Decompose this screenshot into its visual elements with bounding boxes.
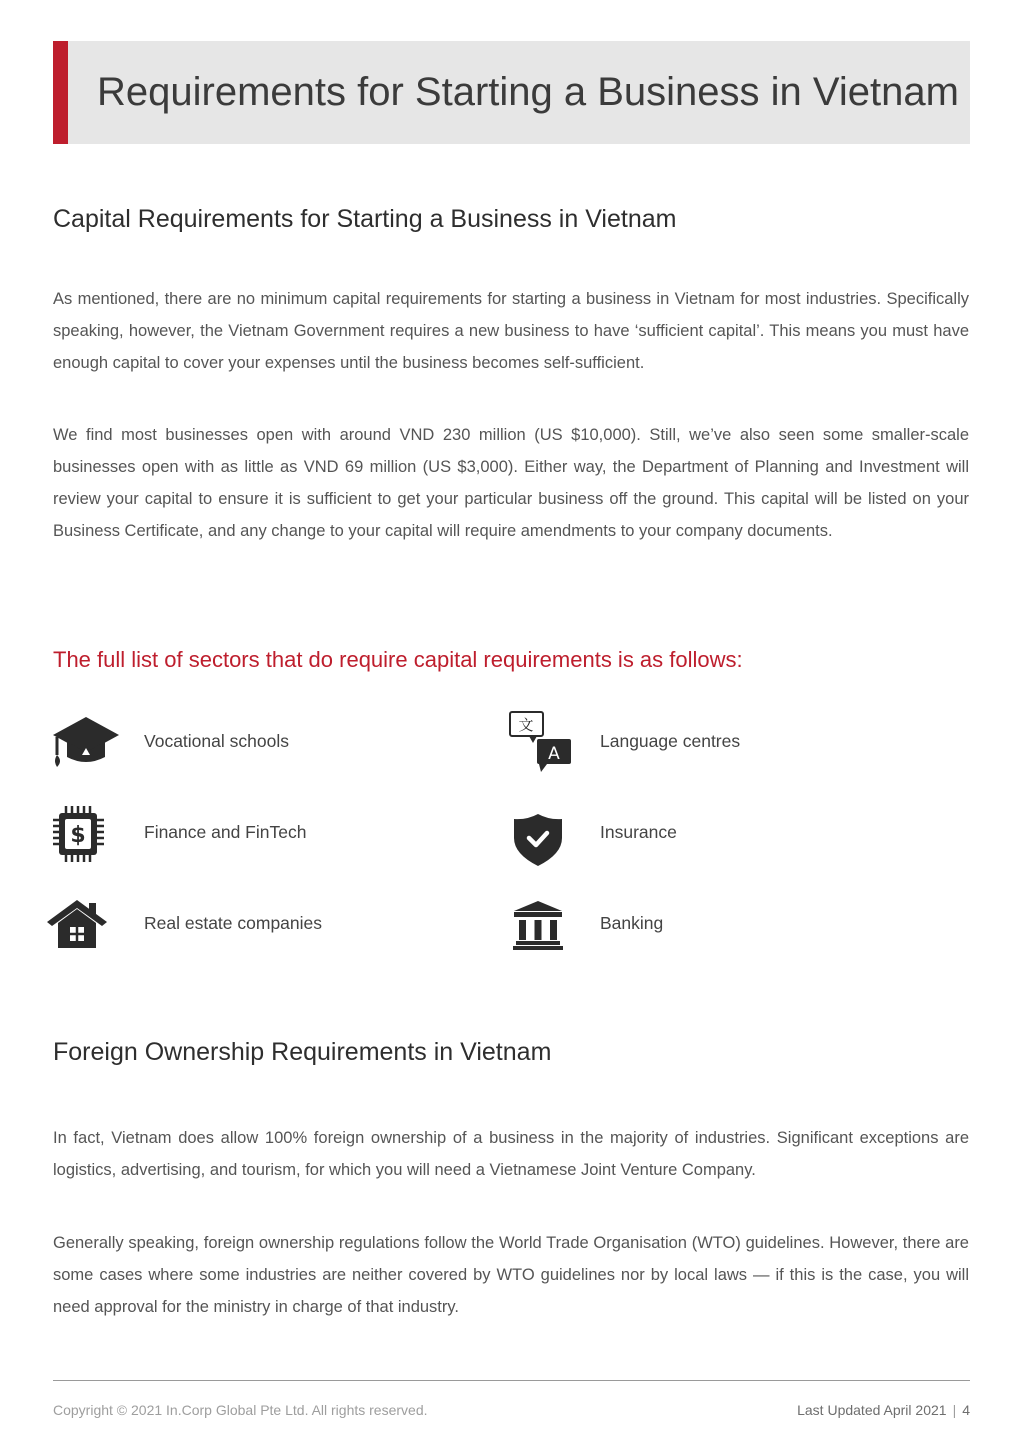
sector-item-language-centres [509, 711, 939, 775]
translate-icon [509, 711, 579, 775]
sector-label: Vocational schools [144, 731, 289, 751]
footer-copyright: Copyright © 2021 In.Corp Global Pte Ltd. All rights reserved. [53, 1402, 428, 1418]
graduation-cap-icon [53, 711, 123, 775]
sector-item-real-estate [47, 893, 477, 957]
sector-item-vocational-schools [53, 711, 483, 775]
sector-item-banking [509, 893, 939, 957]
footer-divider [53, 1380, 970, 1381]
sector-item-finance-fintech [53, 802, 483, 866]
sector-label: Finance and FinTech [144, 822, 307, 842]
sector-label: Language centres [600, 731, 741, 751]
dollar-chip-icon [53, 802, 123, 866]
sector-label: Insurance [600, 822, 677, 842]
footer-meta [797, 1401, 970, 1419]
bank-icon [509, 893, 579, 957]
house-icon [47, 893, 117, 957]
capital-section-heading: Capital Requirements for Starting a Business in Vietnam [53, 205, 677, 233]
capital-paragraph-2: We find most businesses open with around VND 230 million (US $10,000). Still, we’ve also seen some smaller-scale businesses open with as little as VND 69 million (US $3,000). Either way, the Department of Planning and Investment will review your capital to ensure it is sufficient to get your particular business off the ground. This capital will be listed on your Business Certificate, and any change to your capital will require amendments to your company documents. [53, 426, 969, 540]
sectors-heading: The full list of sectors that do require capital requirements is as follows: [53, 647, 743, 672]
page-title: Requirements for Starting a Business in Vietnam [97, 70, 959, 114]
ownership-paragraph-2: Generally speaking, foreign ownership regulations follow the World Trade Organisation (WTO) guidelines. However, there are some cases where some industries are neither covered by WTO guidelines nor by local laws — if this is the case, you will need approval for the ministry in charge of that industry. [53, 1234, 969, 1316]
shield-check-icon [509, 802, 579, 866]
capital-paragraph-1: As mentioned, there are no minimum capital requirements for starting a business in Vietnam for most industries. Specifically speaking, however, the Vietnam Government requires a new business to have ‘sufficient capital’. This means you must have enough capital to cover your expenses until the business becomes self-sufficient. [53, 290, 969, 372]
sector-item-insurance [509, 802, 939, 866]
header-accent-bar [53, 41, 68, 144]
sector-label: Banking [600, 913, 664, 933]
translate-glyph-bottom: A [548, 744, 560, 764]
ownership-paragraph-1: In fact, Vietnam does allow 100% foreign ownership of a business in the majority of industries. Significant exceptions are logistics, advertising, and tourism, for which you will need a Vietnamese Joint Venture Company. [53, 1129, 969, 1179]
translate-glyph-top: 文 [518, 716, 534, 734]
page-header [53, 41, 970, 144]
sector-label: Real estate companies [144, 913, 323, 933]
footer-last-updated: Last Updated April 2021 [797, 1402, 947, 1418]
dollar-glyph: $ [70, 823, 86, 848]
page-number: 4 [962, 1402, 970, 1418]
footer-separator: | [952, 1402, 957, 1418]
ownership-section-heading: Foreign Ownership Requirements in Vietnam [53, 1038, 552, 1066]
